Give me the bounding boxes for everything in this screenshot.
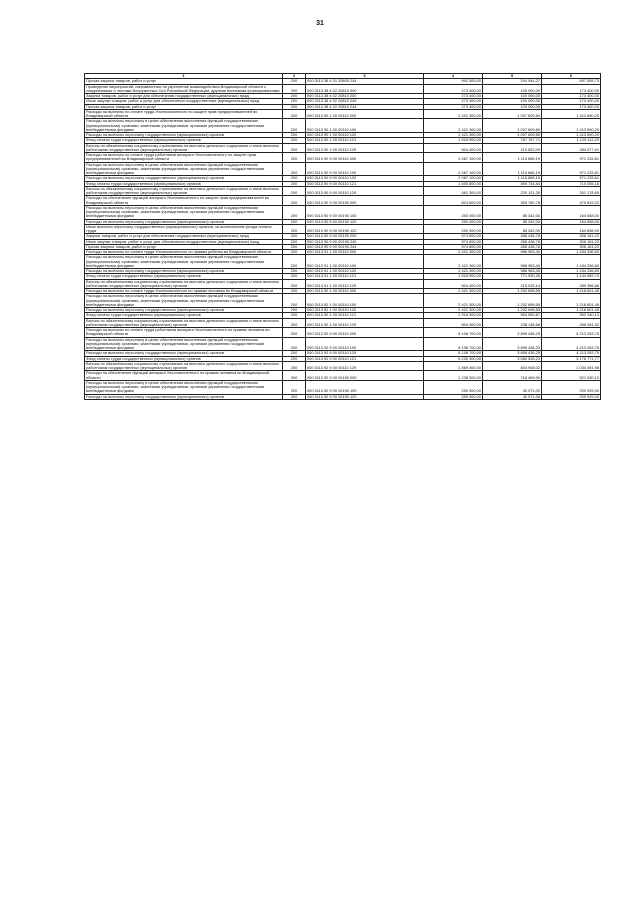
row-unexecuted-amount: 1 434 336,60 — [542, 269, 601, 274]
row-approved-amount: 1 238 000,00 — [424, 371, 483, 381]
row-description: Расходы на выплаты персоналу в целях обеспечения выполнения функций государственными (муниципальными) органами, казенными учреждениями, органами управления государственными внебюджетными фондами — [85, 380, 283, 394]
row-line-code: 200 — [283, 289, 306, 294]
row-unexecuted-amount: 971 233,81 — [542, 162, 601, 176]
row-executed-amount: 85 342,00 — [483, 219, 542, 224]
row-line-code: 200 — [283, 269, 306, 274]
row-unexecuted-amount: 289 366,86 — [542, 279, 601, 289]
row-description: Расходы на обеспечение функций аппарата Уполномоченного по правам человека во Владимирской области — [85, 371, 283, 381]
row-classification-code: 000 0113 38 4 02 20810 000 — [306, 84, 424, 94]
row-unexecuted-amount: 164 658,00 — [542, 205, 601, 219]
row-description: Взносы по обязательному социальному страхованию на выплаты денежного содержания и иные выплаты работникам государственных (муниципальных) органов — [85, 318, 283, 328]
row-approved-amount: 2 421 300,00 — [424, 269, 483, 274]
row-unexecuted-amount: 266 261,32 — [542, 318, 601, 328]
row-executed-amount: 3 060 528,23 — [483, 356, 542, 361]
table-row — [85, 313, 601, 318]
row-classification-code: 000 0113 90 1 00 00110 121 — [306, 138, 424, 143]
row-classification-code: 000 0113 90 9 00 00110 120 — [306, 176, 424, 181]
row-approved-amount: 273 400,00 — [424, 94, 483, 99]
table-row — [85, 138, 601, 143]
row-unexecuted-amount: 1 434 336,60 — [542, 250, 601, 255]
row-description: Расходы на выплаты по оплате труда Уполномоченного по правам человека во Владимирской области — [85, 289, 283, 294]
table-row — [85, 162, 601, 176]
row-description: Расходы на выплаты персоналу государственных (муниципальных) органов — [85, 133, 283, 138]
row-approved-amount: 2 421 300,00 — [424, 119, 483, 133]
row-description: Расходы на выплаты персоналу государственных (муниципальных) органов — [85, 176, 283, 181]
row-description: Закупка товаров, работ и услуг для обеспечения государственных (муниципальных) нужд — [85, 94, 283, 99]
table-row — [85, 94, 601, 99]
row-description: Закупка товаров, работ и услуг для обеспечения государственных (муниципальных) нужд — [85, 234, 283, 239]
row-approved-amount: 481 300,00 — [424, 186, 483, 196]
row-line-code: 200 — [283, 104, 306, 109]
row-description: Взносы по обязательному социальному страхованию на выплаты денежного содержания и иные выплаты работникам государственных (муниципальных) органов — [85, 186, 283, 196]
row-classification-code: 000 0113 90 9 00 00110 100 — [306, 162, 424, 176]
row-executed-amount: 1 115 866,19 — [483, 162, 542, 176]
row-approved-amount: 8 108 700,00 — [424, 328, 483, 338]
row-executed-amount: 294 944,27 — [483, 79, 542, 84]
row-executed-amount: 40 071,00 — [483, 394, 542, 399]
row-classification-code: 000 0113 90 9 00 00190 122 — [306, 224, 424, 234]
table-row — [85, 337, 601, 351]
table-row — [85, 153, 601, 163]
row-executed-amount: 1 202 698,55 — [483, 294, 542, 308]
row-classification-code: 000 0113 91 1 00 00110 000 — [306, 250, 424, 255]
row-line-code: 200 — [283, 328, 306, 338]
row-unexecuted-amount: 209 929,00 — [542, 380, 601, 394]
row-unexecuted-amount: 1 218 601,45 — [542, 289, 601, 294]
row-approved-amount: 504 400,00 — [424, 279, 483, 289]
row-unexecuted-amount: 521 530,10 — [542, 371, 601, 381]
table-row — [85, 234, 601, 239]
row-approved-amount: 2 087 100,00 — [424, 162, 483, 176]
row-unexecuted-amount: 971 233,81 — [542, 176, 601, 181]
row-unexecuted-amount: 1 129 112,29 — [542, 138, 601, 143]
row-approved-amount: 8 108 700,00 — [424, 337, 483, 351]
row-line-code: 200 — [283, 234, 306, 239]
row-description: Взносы по обязательному социальному страхованию на выплаты денежного содержания и иные выплаты работникам государственных (муниципальных) органов — [85, 279, 283, 289]
row-classification-code: 000 0113 38 4 02 20810 200 — [306, 94, 424, 99]
row-classification-code: 000 0113 90 9 00 00110 121 — [306, 181, 424, 186]
row-description: Расходы на выплаты персоналу государственных (муниципальных) органов — [85, 351, 283, 356]
row-approved-amount: 1 916 900,00 — [424, 274, 483, 279]
column-number-1: 1 — [85, 74, 283, 79]
row-classification-code: 000 0113 91 1 00 00110 120 — [306, 269, 424, 274]
row-classification-code: 000 0113 91 1 00 00110 121 — [306, 274, 424, 279]
row-classification-code: 000 0113 92 9 00 00110 000 — [306, 328, 424, 338]
row-classification-code: 000 0113 38 4 02 20810 240 — [306, 99, 424, 104]
row-line-code: 200 — [283, 318, 306, 328]
row-description: Фонд оплаты труда государственных (муниципальных) органов — [85, 181, 283, 186]
row-approved-amount: 2 421 300,00 — [424, 255, 483, 269]
row-line-code: 200 — [283, 394, 306, 399]
row-unexecuted-amount: 261 178,65 — [542, 186, 601, 196]
row-unexecuted-amount: 284 577,91 — [542, 143, 601, 153]
row-classification-code: 000 0113 92 9 00 00190 000 — [306, 371, 424, 381]
row-description: Взносы по обязательному социальному страхованию на выплаты денежного содержания и иные выплаты работникам государственных (муниципальных) органов — [85, 361, 283, 371]
row-line-code: 200 — [283, 196, 306, 206]
column-number-5: 5 — [483, 74, 542, 79]
row-line-code: 200 — [283, 294, 306, 308]
row-approved-amount: 2 421 300,00 — [424, 308, 483, 313]
row-executed-amount: 100 000,00 — [483, 84, 542, 94]
row-approved-amount: 6 239 300,00 — [424, 356, 483, 361]
row-classification-code: 000 0113 91 1 00 00110 129 — [306, 279, 424, 289]
row-classification-code: 000 0113 92 1 00 00110 120 — [306, 308, 424, 313]
row-line-code: 200 — [283, 313, 306, 318]
row-line-code: 200 — [283, 162, 306, 176]
row-executed-amount: 100 000,00 — [483, 99, 542, 104]
row-executed-amount: 100 000,00 — [483, 94, 542, 99]
table-row — [85, 205, 601, 219]
row-unexecuted-amount: 1 413 690,20 — [542, 109, 601, 119]
row-executed-amount: 220 121,35 — [483, 186, 542, 196]
row-line-code: 200 — [283, 109, 306, 119]
row-unexecuted-amount: 1 434 336,60 — [542, 255, 601, 269]
row-executed-amount: 1 115 866,19 — [483, 153, 542, 163]
page-number: 31 — [316, 20, 324, 27]
row-line-code: 200 — [283, 205, 306, 219]
table-row — [85, 328, 601, 338]
table-row — [85, 84, 601, 94]
row-unexecuted-amount: 173 400,00 — [542, 94, 601, 99]
row-unexecuted-amount: 4 213 263,75 — [542, 351, 601, 356]
row-executed-amount: 3 895 436,25 — [483, 351, 542, 356]
table-row — [85, 289, 601, 294]
row-line-code: 200 — [283, 119, 306, 133]
row-classification-code: 000 0113 90 9 00 00190 120 — [306, 219, 424, 224]
row-line-code: 200 — [283, 244, 306, 249]
row-classification-code: 000 0113 90 1 00 00110 100 — [306, 119, 424, 133]
row-classification-code: 000 0113 90 1 00 00110 129 — [306, 143, 424, 153]
row-line-code: 200 — [283, 153, 306, 163]
row-executed-amount: 1 007 609,80 — [483, 119, 542, 133]
row-approved-amount: 250 000,00 — [424, 224, 483, 234]
row-executed-amount: 85 342,00 — [483, 224, 542, 234]
table-row — [85, 380, 601, 394]
row-approved-amount: 273 400,00 — [424, 99, 483, 104]
row-classification-code: 000 0113 90 1 00 00110 000 — [306, 109, 424, 119]
row-line-code: 200 — [283, 84, 306, 94]
row-executed-amount: 834 908,02 — [483, 361, 542, 371]
table-row — [85, 356, 601, 361]
row-description: Прочая закупка товаров, работ и услуг — [85, 104, 283, 109]
row-executed-amount: 787 787,71 — [483, 138, 542, 143]
row-line-code: 200 — [283, 250, 306, 255]
row-executed-amount: 1 007 609,80 — [483, 133, 542, 138]
row-description: Расходы на выплаты персоналу в целях обеспечения выполнения функций государственными (муниципальными) органами, казенными учреждениями, органами управления государственными внебюджетными фондами — [85, 205, 283, 219]
row-classification-code: 000 0113 91 1 00 00110 100 — [306, 255, 424, 269]
row-unexecuted-amount: 3 178 771,77 — [542, 356, 601, 361]
row-approved-amount: 273 400,00 — [424, 104, 483, 109]
row-line-code: 200 — [283, 133, 306, 138]
row-unexecuted-amount: 306 161,22 — [542, 244, 601, 249]
row-unexecuted-amount: 1 144 969,74 — [542, 274, 601, 279]
row-line-code: 200 — [283, 224, 306, 234]
table-row — [85, 279, 601, 289]
row-approved-amount: 2 421 300,00 — [424, 133, 483, 138]
row-line-code: 200 — [283, 279, 306, 289]
row-executed-amount: 986 963,40 — [483, 269, 542, 274]
row-description: Фонд оплаты труда государственных (муниципальных) органов — [85, 313, 283, 318]
row-executed-amount: 1 115 866,19 — [483, 176, 542, 181]
row-unexecuted-amount: 952 340,13 — [542, 313, 601, 318]
row-line-code: 200 — [283, 371, 306, 381]
row-executed-amount: 3 895 436,25 — [483, 337, 542, 351]
row-unexecuted-amount: 1 218 601,45 — [542, 308, 601, 313]
row-description: Иные закупки товаров, работ и услуг для обеспечения государственных (муниципальных) нужд — [85, 239, 283, 244]
row-approved-amount: 250 000,00 — [424, 394, 483, 399]
row-unexecuted-amount: 1 413 690,20 — [542, 133, 601, 138]
row-unexecuted-amount: 164 658,00 — [542, 224, 601, 234]
row-approved-amount: 824 600,00 — [424, 196, 483, 206]
row-unexecuted-amount: 164 658,00 — [542, 219, 601, 224]
row-executed-amount: 1 007 609,80 — [483, 109, 542, 119]
row-classification-code: 000 0113 92 9 00 00190 120 — [306, 394, 424, 399]
row-approved-amount: 1 916 900,00 — [424, 138, 483, 143]
row-description: Проведение мероприятий, направленных на укрепление взаимодействия Владимирской области с соединениями и частями Вооруженных Сил Российской Федерации, другими воинскими формированиями — [85, 84, 283, 94]
row-approved-amount: 250 000,00 — [424, 219, 483, 224]
row-approved-amount: 250 000,00 — [424, 380, 483, 394]
row-line-code: 200 — [283, 361, 306, 371]
row-line-code: 200 — [283, 79, 306, 84]
row-line-code: 200 — [283, 186, 306, 196]
row-approved-amount: 574 600,00 — [424, 234, 483, 239]
table-row — [85, 109, 601, 119]
row-executed-amount: 895 744,84 — [483, 181, 542, 186]
row-executed-amount: 85 342,00 — [483, 205, 542, 219]
row-classification-code: 000 0113 90 9 00 00190 200 — [306, 234, 424, 239]
row-description: Расходы на выплаты персоналу в целях обеспечения выполнения функций государственными (муниципальными) органами, казенными учреждениями, органами управления государственными внебюджетными фондами — [85, 119, 283, 133]
row-classification-code: 000 0113 92 9 00 00110 100 — [306, 337, 424, 351]
row-line-code: 200 — [283, 181, 306, 186]
row-classification-code: 000 0113 92 9 00 00110 120 — [306, 351, 424, 356]
row-executed-amount: 771 930,26 — [483, 274, 542, 279]
row-line-code: 200 — [283, 255, 306, 269]
row-line-code: 200 — [283, 337, 306, 351]
row-unexecuted-amount: 1 218 601,45 — [542, 294, 601, 308]
row-unexecuted-amount: 173 400,00 — [542, 99, 601, 104]
table-row — [85, 255, 601, 269]
table-row — [85, 186, 601, 196]
row-description: Расходы на выплаты по оплате труда работников аппарата Уполномоченного по правам человека во Владимирской области — [85, 328, 283, 338]
row-approved-amount: 1 605 800,00 — [424, 181, 483, 186]
row-unexecuted-amount: 173 400,00 — [542, 84, 601, 94]
table-row — [85, 361, 601, 371]
column-number-3: 3 — [306, 74, 424, 79]
row-executed-amount: 986 963,40 — [483, 255, 542, 269]
table-row — [85, 308, 601, 313]
table-row — [85, 351, 601, 356]
row-line-code: 200 — [283, 239, 306, 244]
table-row — [85, 371, 601, 381]
row-approved-amount: 574 600,00 — [424, 239, 483, 244]
row-classification-code: 000 0113 90 9 00 00190 100 — [306, 205, 424, 219]
row-unexecuted-amount: 4 213 263,75 — [542, 337, 601, 351]
row-classification-code: 000 0113 90 9 00 00190 244 — [306, 244, 424, 249]
row-executed-amount: 1 202 698,55 — [483, 308, 542, 313]
table-row — [85, 239, 601, 244]
row-unexecuted-amount: 1 413 690,20 — [542, 119, 601, 133]
table-row — [85, 143, 601, 153]
row-line-code: 200 — [283, 356, 306, 361]
table-row — [85, 294, 601, 308]
row-unexecuted-amount: 470 819,22 — [542, 196, 601, 206]
row-classification-code: 000 0113 92 1 00 00110 121 — [306, 313, 424, 318]
row-classification-code: 000 0113 38 4 01 20800 244 — [306, 79, 424, 84]
row-approved-amount: 504 400,00 — [424, 318, 483, 328]
row-line-code: 200 — [283, 274, 306, 279]
row-classification-code: 000 0113 92 9 00 00110 129 — [306, 361, 424, 371]
row-executed-amount: 100 000,00 — [483, 104, 542, 109]
table-row — [85, 269, 601, 274]
row-classification-code: 000 0113 92 9 00 00190 100 — [306, 380, 424, 394]
row-approved-amount: 250 000,00 — [424, 205, 483, 219]
row-unexecuted-amount: 306 161,22 — [542, 234, 601, 239]
row-approved-amount: 992 500,00 — [424, 79, 483, 84]
row-description: Иные закупки товаров, работ и услуг для обеспечения государственных (муниципальных) нужд — [85, 99, 283, 104]
row-description: Расходы на обеспечение функций аппарата Уполномоченного по защите прав предпринимателей во Владимирской области — [85, 196, 283, 206]
row-executed-amount: 238 138,68 — [483, 318, 542, 328]
row-approved-amount: 504 400,00 — [424, 143, 483, 153]
row-executed-amount: 268 438,78 — [483, 239, 542, 244]
row-unexecuted-amount: 971 233,81 — [542, 153, 601, 163]
row-description: Расходы на выплаты персоналу в целях обеспечения выполнения функций государственными (муниципальными) органами, казенными учреждениями, органами управления государственными внебюджетными фондами — [85, 294, 283, 308]
row-description: Иные выплаты персоналу государственных (муниципальных) органов, за исключением фонда оплаты труда — [85, 224, 283, 234]
row-description: Расходы на выплаты по оплате труда работников аппарата Уполномоченного по защите прав предпринимателей во Владимирской области — [85, 153, 283, 163]
row-executed-amount: 219 822,09 — [483, 143, 542, 153]
row-approved-amount: 2 421 300,00 — [424, 250, 483, 255]
row-approved-amount: 2 421 300,00 — [424, 289, 483, 294]
row-line-code: 200 — [283, 99, 306, 104]
row-description: Фонд оплаты труда государственных (муниципальных) органов — [85, 138, 283, 143]
row-executed-amount: 40 071,00 — [483, 380, 542, 394]
table-row — [85, 394, 601, 399]
row-line-code: 200 — [283, 380, 306, 394]
row-executed-amount: 716 469,90 — [483, 371, 542, 381]
row-classification-code: 000 0113 90 9 00 00110 129 — [306, 186, 424, 196]
row-executed-amount: 964 559,87 — [483, 313, 542, 318]
table-row — [85, 176, 601, 181]
row-executed-amount: 986 963,40 — [483, 250, 542, 255]
row-description: Фонд оплаты труда государственных (муниципальных) органов — [85, 274, 283, 279]
row-classification-code: 000 0113 92 9 00 00110 121 — [306, 356, 424, 361]
row-classification-code: 000 0113 38 4 02 20810 244 — [306, 104, 424, 109]
table-row — [85, 224, 601, 234]
row-unexecuted-amount: 710 055,16 — [542, 181, 601, 186]
row-approved-amount: 273 400,00 — [424, 84, 483, 94]
table-row — [85, 274, 601, 279]
row-description: Расходы на выплаты персоналу государственных (муниципальных) органов — [85, 308, 283, 313]
row-unexecuted-amount: 209 929,00 — [542, 394, 601, 399]
row-description: Расходы на выплаты по оплате труда Уполномоченного по правам ребенка во Владимирской области — [85, 250, 283, 255]
table-row — [85, 196, 601, 206]
row-line-code: 200 — [283, 351, 306, 356]
row-line-code: 200 — [283, 308, 306, 313]
row-approved-amount: 2 087 100,00 — [424, 176, 483, 181]
row-line-code: 200 — [283, 219, 306, 224]
table-body — [85, 74, 601, 400]
row-classification-code: 000 0113 92 1 00 00110 100 — [306, 294, 424, 308]
row-unexecuted-amount: 306 161,22 — [542, 239, 601, 244]
row-description: Расходы на выплаты персоналу государственных (муниципальных) органов — [85, 219, 283, 224]
row-approved-amount: 1 869 400,00 — [424, 361, 483, 371]
table-row — [85, 133, 601, 138]
column-number-2: 2 — [283, 74, 306, 79]
row-executed-amount: 1 202 698,55 — [483, 289, 542, 294]
row-approved-amount: 2 087 100,00 — [424, 153, 483, 163]
row-line-code: 200 — [283, 94, 306, 99]
row-approved-amount: 2 421 300,00 — [424, 109, 483, 119]
table-row — [85, 181, 601, 186]
table-row — [85, 119, 601, 133]
row-description: Расходы на выплаты персоналу в целях обеспечения выполнения функций государственными (муниципальными) органами, казенными учреждениями, органами управления государственными внебюджетными фондами — [85, 255, 283, 269]
table-row — [85, 219, 601, 224]
row-classification-code: 000 0113 92 1 00 00110 129 — [306, 318, 424, 328]
budget-execution-table — [84, 73, 601, 400]
table-row — [85, 99, 601, 104]
row-description: Прочая закупка товаров, работ и услуг — [85, 244, 283, 249]
row-line-code: 200 — [283, 138, 306, 143]
row-classification-code: 000 0113 90 1 00 00110 120 — [306, 133, 424, 138]
row-unexecuted-amount: 1 034 491,98 — [542, 361, 601, 371]
row-description: Расходы на выплаты персоналу государственных (муниципальных) органов — [85, 269, 283, 274]
row-approved-amount: 2 421 300,00 — [424, 294, 483, 308]
row-executed-amount: 215 033,14 — [483, 279, 542, 289]
row-classification-code: 000 0113 90 9 00 00110 000 — [306, 153, 424, 163]
row-description: Фонд оплаты труда государственных (муниципальных) органов — [85, 356, 283, 361]
row-classification-code: 000 0113 90 9 00 00190 000 — [306, 196, 424, 206]
row-line-code: 200 — [283, 176, 306, 181]
row-approved-amount: 574 600,00 — [424, 244, 483, 249]
row-approved-amount: 8 108 700,00 — [424, 351, 483, 356]
row-classification-code: 000 0113 90 9 00 00190 240 — [306, 239, 424, 244]
row-executed-amount: 353 780,78 — [483, 196, 542, 206]
row-executed-amount: 3 895 436,25 — [483, 328, 542, 338]
row-line-code: 200 — [283, 143, 306, 153]
row-unexecuted-amount: 4 213 263,75 — [542, 328, 601, 338]
row-description: Расходы на выплаты персоналу в целях обеспечения выполнения функций государственными (муниципальными) органами, казенными учреждениями, органами управления государственными внебюджетными фондами — [85, 162, 283, 176]
row-executed-amount: 268 438,78 — [483, 244, 542, 249]
row-description: Расходы на выплаты по оплате труда Уполномоченного по защите прав предпринимателей во Владимирской области — [85, 109, 283, 119]
table-row — [85, 318, 601, 328]
row-description: Расходы на выплаты персоналу государственных (муниципальных) органов — [85, 394, 283, 399]
row-approved-amount: 1 916 900,00 — [424, 313, 483, 318]
column-number-4: 4 — [424, 74, 483, 79]
row-description: Расходы на выплаты персоналу в целях обеспечения выполнения функций государственными (муниципальными) органами, казенными учреждениями, органами управления государственными внебюджетными фондами — [85, 337, 283, 351]
row-unexecuted-amount: 697 555,73 — [542, 79, 601, 84]
row-description: Прочая закупка товаров, работ и услуг — [85, 79, 283, 84]
column-number-6: 6 — [542, 74, 601, 79]
row-description: Взносы по обязательному социальному страхованию на выплаты денежного содержания и иные выплаты работникам государственных (муниципальных) органов — [85, 143, 283, 153]
table-row — [85, 250, 601, 255]
row-classification-code: 000 0113 92 1 00 00110 000 — [306, 289, 424, 294]
row-executed-amount: 268 438,78 — [483, 234, 542, 239]
row-unexecuted-amount: 173 400,00 — [542, 104, 601, 109]
